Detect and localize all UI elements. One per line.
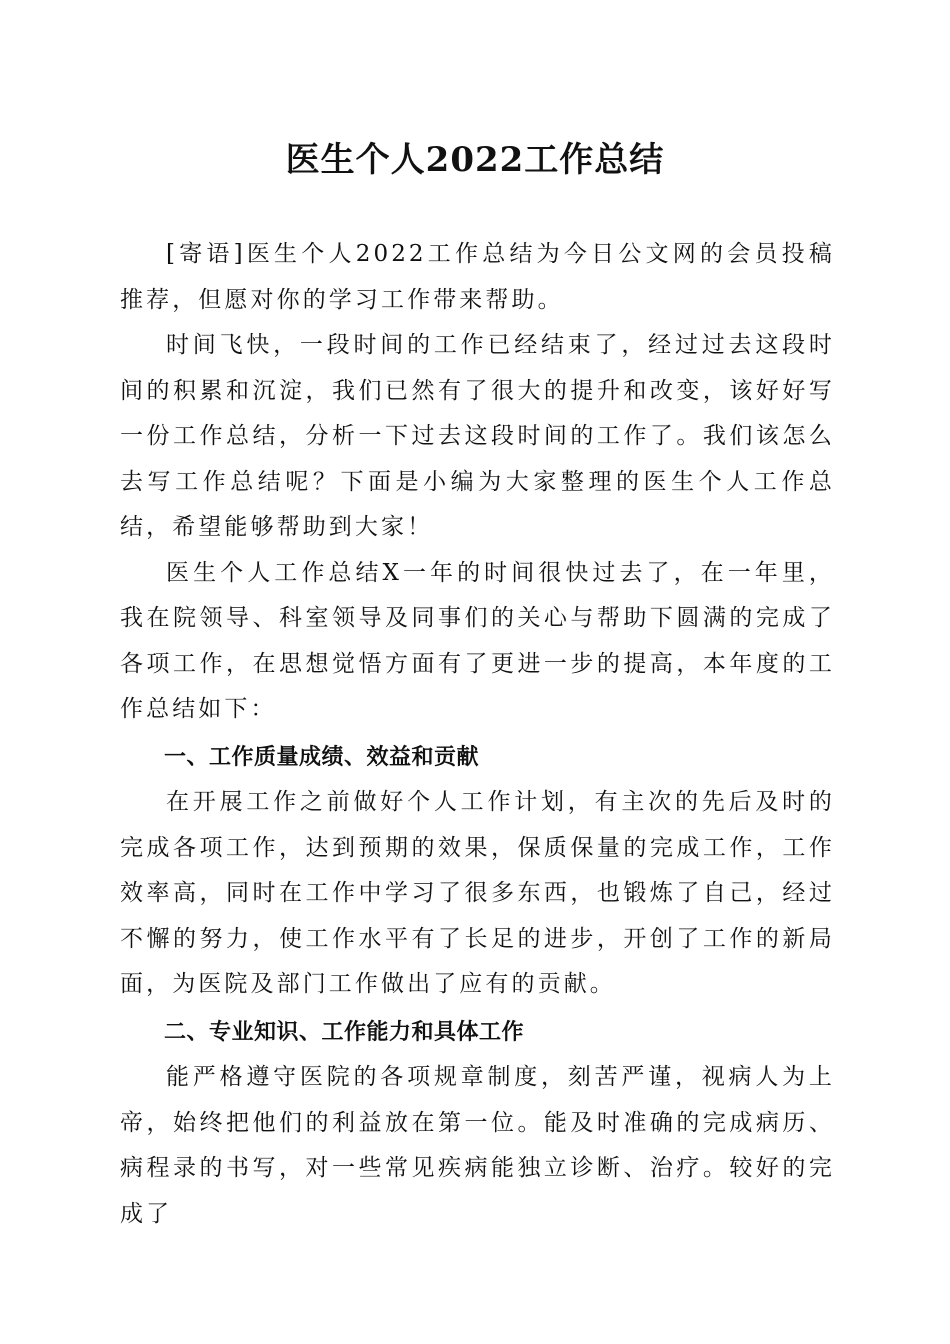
body-paragraph-2: 医生个人工作总结X一年的时间很快过去了，在一年里，我在院领导、科室领导及同事们的关心与帮助下圆满的完成了各项工作，在思想觉悟方面有了更进一步的提高，本年度的工作总结如下：	[120, 559, 835, 722]
section-heading-2: 二、专业知识、工作能力和具体工作	[164, 1019, 525, 1045]
document-body	[120, 232, 835, 1237]
section-paragraph-1: 在开展工作之前做好个人工作计划，有主次的先后及时的完成各项工作，达到预期的效果，保质保量的完成工作，工作效率高，同时在工作中学习了很多东西，也锻炼了自己，经过不懈的努力，使工作水平有了长足的进步，开创了工作的新局面，为医院及部门工作做出了应有的贡献。	[120, 789, 835, 997]
section-heading-1: 一、工作质量成绩、效益和贡献	[164, 744, 480, 770]
section-paragraph-2: 能严格遵守医院的各项规章制度，刻苦严谨，视病人为上帝，始终把他们的利益放在第一位。能及时准确的完成病历、病程录的书写，对一些常见疾病能独立诊断、治疗。较好的完成了	[120, 1064, 835, 1227]
intro-paragraph: [寄语]医生个人2022工作总结为今日公文网的会员投稿推荐，但愿对你的学习工作带来帮助。	[120, 241, 835, 313]
body-paragraph-1: 时间飞快，一段时间的工作已经结束了，经过过去这段时间的积累和沉淀，我们已然有了很大的提升和改变，该好好写一份工作总结，分析一下过去这段时间的工作了。我们该怎么去写工作总结呢？下面是小编为大家整理的医生个人工作总结，希望能够帮助到大家！	[120, 332, 835, 540]
document-title: 医生个人2022工作总结	[285, 140, 665, 180]
